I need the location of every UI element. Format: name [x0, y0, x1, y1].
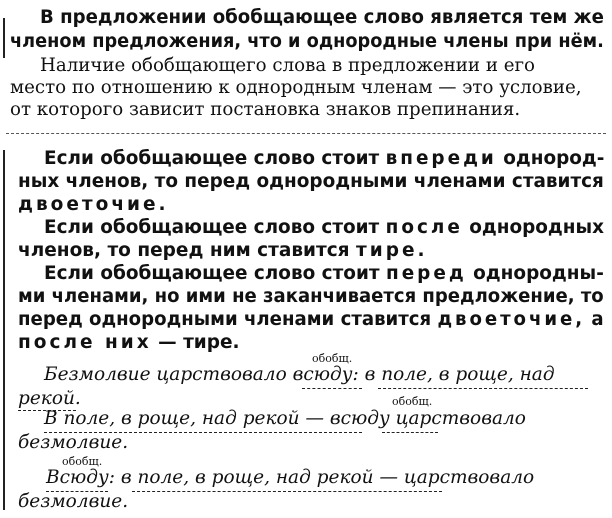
intro-bold-line-2: членом предложения, что и однородные члены при нём.	[10, 31, 604, 52]
intro-body-line-2: место по отношению к однородным членам — это условие,	[10, 77, 582, 98]
example-1-line-1: Безмолвие царствовало всюду: в поле, в роще, над	[44, 364, 555, 385]
rule-2-text-b: однородных	[469, 217, 605, 238]
rule-1-emph-colon: двоеточие.	[18, 194, 169, 215]
example-2-line-1: В поле, в роще, над рекой — всюду царствовало	[44, 408, 526, 429]
rule-3-line-4	[18, 334, 240, 353]
rule-1-text-b: однород-	[503, 148, 605, 169]
example-3-line-2: безмолвие.	[18, 491, 129, 512]
margin-mark-bottom	[3, 150, 5, 510]
rule-3-emph-before: перед	[385, 263, 467, 284]
rule-2-emph-dash: тире.	[356, 240, 428, 261]
rule-1-emph-ahead: впереди	[385, 148, 497, 169]
rule-3-text-e: — тире.	[158, 332, 240, 353]
rule-1-text-a: Если обобщающее слово стоит	[44, 148, 380, 169]
rule-1-line-1	[44, 150, 604, 169]
example-1-underline-generalizing	[302, 388, 362, 389]
example-2-generalizing-label: обобщ.	[392, 395, 433, 408]
rule-3-text-b: однородны-	[473, 263, 604, 284]
rule-3-line-1	[44, 265, 604, 284]
margin-mark-top	[3, 18, 5, 58]
example-3-generalizing-label: обобщ.	[62, 455, 103, 468]
intro-bold-line-1: В предложении обобщающее слово является тем же	[40, 7, 604, 28]
rule-2-emph-after: после	[385, 217, 463, 238]
rule-1-line-2: ных членов, то перед однородными членами ставится	[18, 171, 604, 192]
rule-3-text-d: а	[591, 309, 604, 330]
rule-2-line-1	[44, 219, 604, 238]
example-2-underline-generalizing	[382, 432, 438, 433]
example-3-underline-members	[132, 491, 442, 492]
example-2-line-2: безмолвие.	[18, 432, 129, 453]
rule-2-line-2	[18, 242, 428, 261]
section-divider	[6, 133, 606, 134]
example-1-line-2: рекой.	[18, 388, 81, 409]
rule-2-text-a: Если обобщающее слово стоит	[44, 217, 380, 238]
rule-3-text-a: Если обобщающее слово стоит	[44, 263, 380, 284]
rule-3-line-2: ми членами, но ими не заканчивается предложение, то	[18, 286, 604, 307]
intro-body-line-3: от которого зависит постановка знаков препинания.	[10, 99, 521, 120]
rule-3-text-c: перед однородными членами ставится	[18, 309, 432, 330]
example-3-line-1: Всюду: в поле, в роще, над рекой — царствовало	[46, 467, 535, 488]
rule-3-emph-after-them: после них	[18, 332, 152, 353]
example-1-underline-members	[378, 388, 588, 389]
rule-3-line-3	[18, 311, 604, 330]
example-1-generalizing-label: обобщ.	[312, 352, 353, 365]
rule-3-emph-colon: двоеточие,	[437, 309, 586, 330]
intro-body-line-1: Наличие обобщающего слова в предложении и его	[40, 55, 535, 76]
rule-2-text-c: членов, то перед ним ставится	[18, 240, 350, 261]
